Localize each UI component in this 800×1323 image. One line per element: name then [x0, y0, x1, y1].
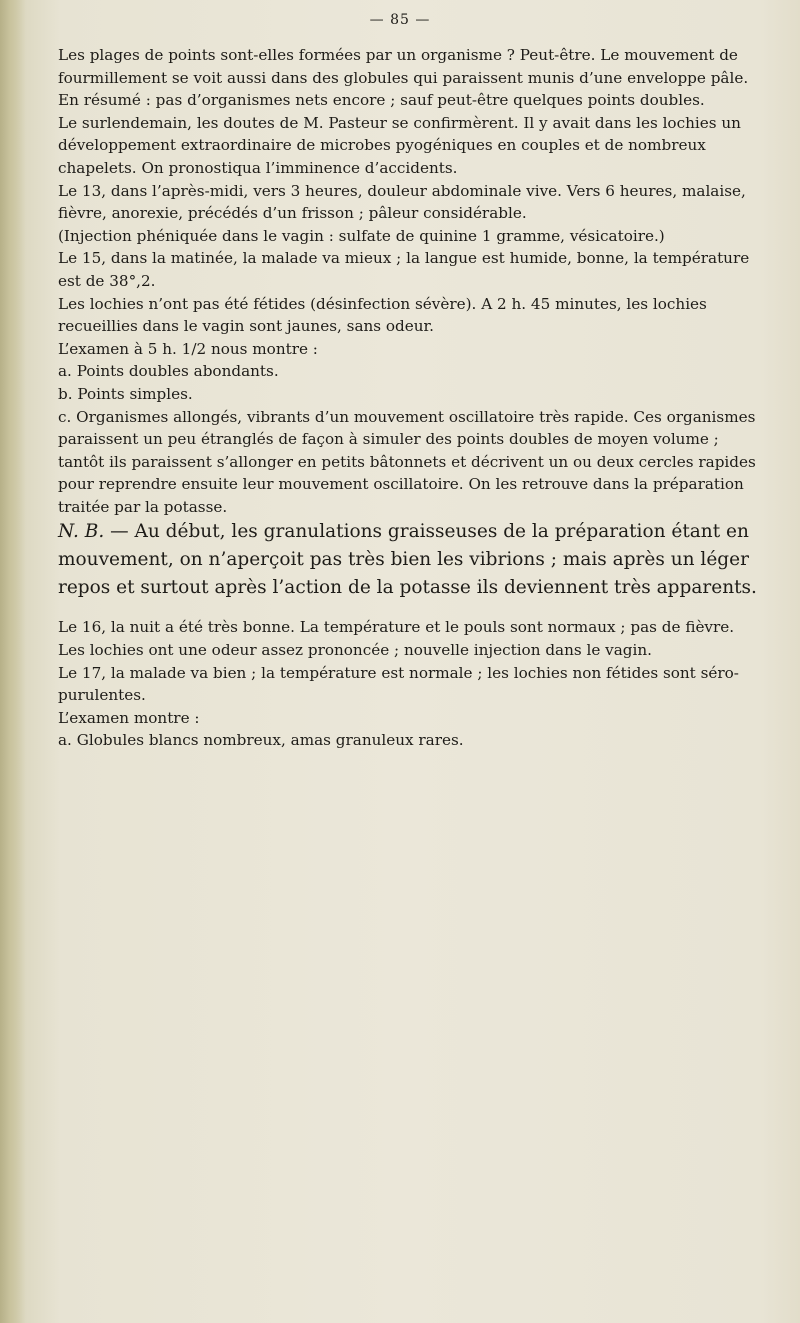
page-spine-shadow [0, 0, 26, 1323]
paragraph: (Injection phéniquée dans le vagin : sulfate de quinine 1 gramme, vésicatoire.) [58, 226, 665, 245]
list-item: a. Points doubles abondants. [58, 362, 279, 381]
paragraph: Le 16, la nuit a été très bonne. La température et le pouls sont normaux ; pas de fièvre. [58, 618, 735, 637]
paragraph: Le 17, la malade va bien ; la température est normale ; les lochies non fétides sont séro-purulentes. [58, 663, 739, 705]
list-item: a. Globules blancs nombreux, amas granuleux rares. [58, 731, 464, 750]
paragraph: Les lochies ont une odeur assez prononcée ; nouvelle injection dans le vagin. [58, 641, 652, 660]
nota-bene-label: N. B. [58, 521, 105, 543]
paragraph: Les plages de points sont-elles formées par un organisme ? Peut-être. Le mouvement de fourmillement se voit aussi dans des globules qui paraissent munis d’une enveloppe pâle. [58, 46, 749, 87]
paragraph: Les lochies n’ont pas été fétides (désinfection sévère). A 2 h. 45 minutes, les lochies recueillies dans le vagin sont jaunes, sans odeur. [58, 294, 707, 336]
list-item: c. Organismes allongés, vibrants d’un mouvement oscillatoire très rapide. Ces organismes paraissent un peu étranglés de façon à simuler des points doubles de moyen volume ; tantôt ils paraissent s’allonger en petits bâtonnets et décrivent un ou deux cercles rapides pour reprendre ensuite leur mouvement oscillatoire. On les retrouve dans la préparation traitée par la potasse. [58, 407, 756, 516]
list-item: b. Points simples. [58, 384, 193, 403]
paragraph: L’examen montre : [58, 708, 200, 727]
nota-bene [58, 518, 758, 602]
paragraph: En résumé : pas d’organismes nets encore ; sauf peut-être quelques points doubles. [58, 91, 705, 110]
page-body [58, 44, 758, 752]
paragraph: Le surlendemain, les doutes de M. Pasteur se confirmèrent. Il y avait dans les lochies un développement extraordinaire de microbes pyogéniques en couples et de nombreux chapelets. On pronostiqua l’imminence d’accidents. [58, 113, 741, 177]
page-number: — 85 — [369, 12, 431, 28]
lower-section [58, 616, 758, 752]
paragraph: L’examen à 5 h. 1/2 nous montre : [58, 339, 318, 358]
paragraph: Le 13, dans l’après-midi, vers 3 heures, douleur abdominale vive. Vers 6 heures, malaise, fièvre, anorexie, précédés d’un frisson ; pâleur considérable. [58, 181, 746, 223]
nota-bene-text: — Au début, les granulations graisseuses de la préparation étant en mouvement, on n’aperçoit pas très bien les vibrions ; mais après un léger repos et surtout après l’action de la potasse ils deviennent très apparents. [58, 521, 757, 599]
paragraph: Le 15, dans la matinée, la malade va mieux ; la langue est humide, bonne, la température est de 38°,2. [58, 249, 750, 290]
